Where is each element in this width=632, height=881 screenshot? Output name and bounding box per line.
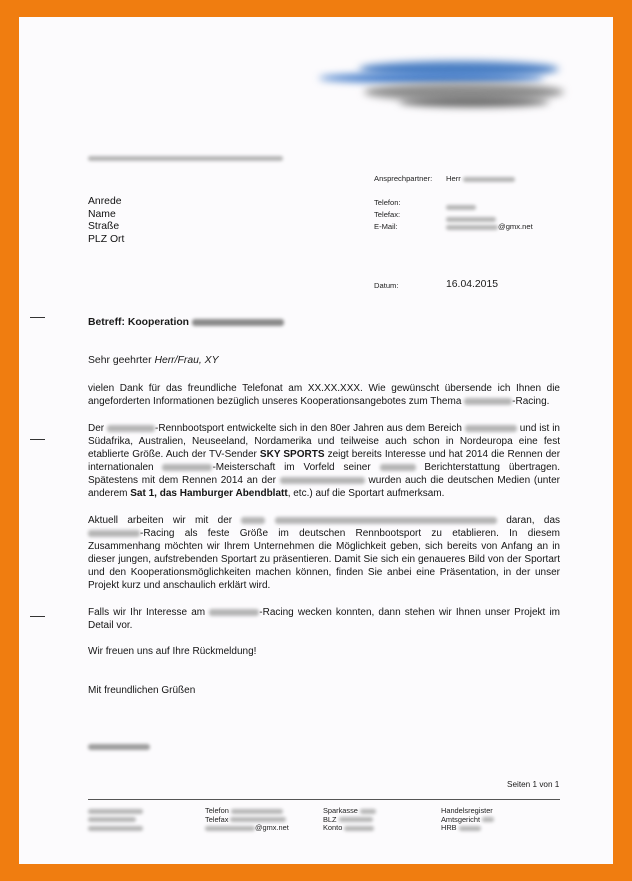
datum-label: Datum: — [374, 281, 399, 290]
email-label: E-Mail: — [374, 222, 398, 231]
footer-telefax-label: Telefax — [205, 814, 229, 824]
letter-page — [19, 17, 613, 864]
ansprechpartner-value: Herr — [446, 174, 515, 183]
page-count: Seiten 1 von 1 — [507, 780, 560, 789]
footer-telefon-label: Telefon — [205, 806, 229, 815]
footer-sparkasse-label: Sparkasse — [323, 806, 358, 815]
footer-divider — [88, 799, 560, 800]
footer-column-bank — [323, 807, 376, 833]
footer-blz-label: BLZ — [323, 814, 337, 824]
subject-line: Betreff: Kooperation — [88, 317, 284, 328]
fold-mark-top — [30, 317, 45, 318]
paragraph-1: vielen Dank für das freundliche Telefonat am XX.XX.XXX. Wie gewünscht übersende ich Ihnen die angeforderten Informationen bezüglich unseres Kooperationsangebotes zum Thema -Racing. — [88, 383, 560, 408]
recipient-address — [88, 196, 124, 247]
footer-hrb-label: HRB — [441, 823, 457, 833]
datum-value: 16.04.2015 — [446, 279, 499, 290]
fold-mark-middle — [30, 439, 45, 440]
ansprechpartner-label: Ansprechpartner: — [374, 174, 433, 183]
sender-line — [88, 150, 283, 168]
footer-email-domain: @gmx.net — [255, 823, 289, 833]
fold-mark-bottom — [30, 616, 45, 617]
telefon-label: Telefon: — [374, 198, 401, 207]
signature — [88, 738, 150, 756]
paragraph-4: Falls wir Ihr Interesse am -Racing wecken konnten, dann stehen wir Ihnen unser Projekt im Detail vor. — [88, 607, 560, 632]
recipient-strasse: Straße — [88, 221, 120, 233]
company-logo — [319, 53, 569, 113]
paragraph-2: Der -Rennbootsport entwickelte sich in den 80er Jahren aus dem Bereich und ist in Südafrika, Australien, Neuseeland, Nordamerika und teilweise auch schon in Nordeuropa eine fest etablierte Größe. Auch der TV-Sender SKY SPORTS zeigt bereits Interesse und hat 2014 die Rennen der internationalen -Meisterschaft im Vorfeld seiner Berichterstattung übertragen. Spätestens mit dem Rennen 2014 an der wurden auch die deutschen Medien (unter anderem Sat 1, das Hamburger Abendblatt, etc.) auf die Sportart aufmerksam. — [88, 423, 561, 500]
footer-amtsgericht-label: Amtsgericht — [441, 814, 481, 824]
closing: Mit freundlichen Grüßen — [88, 685, 196, 696]
salutation: Sehr geehrter Herr/Frau, XY — [88, 355, 219, 366]
footer-column-contact — [205, 807, 289, 833]
email-value[interactable]: @gmx.net — [446, 222, 533, 231]
recipient-name: Name — [88, 208, 116, 220]
footer-handelsregister-label: Handelsregister — [441, 806, 493, 815]
footer-column-address — [88, 807, 143, 833]
telefax-label: Telefax: — [374, 210, 401, 219]
paragraph-3: Aktuell arbeiten wir mit der daran, das -Racing als feste Größe im deutschen Rennbootsport zu etablieren. In diesem Zusammenhang möchten wir Ihrem Unternehmen die Möglichkeit geben, sich bereits von Anfang an in dieser jungen, aufstrebenden Sportart zu präsentieren. Damit Sie sich ein genaueres Bild von der Sportart und den Kooperationsmöglichkeiten machen können, finden Sie anbei eine Präsentation, in der unser Projekt kurz und anschaulich erklärt wird. — [88, 515, 561, 592]
paragraph-5: Wir freuen uns auf Ihre Rückmeldung! — [88, 646, 257, 657]
footer-column-register — [441, 807, 494, 833]
recipient-plz-ort: PLZ Ort — [88, 234, 125, 246]
footer-konto-label: Konto — [323, 823, 343, 833]
recipient-anrede: Anrede — [88, 196, 122, 207]
